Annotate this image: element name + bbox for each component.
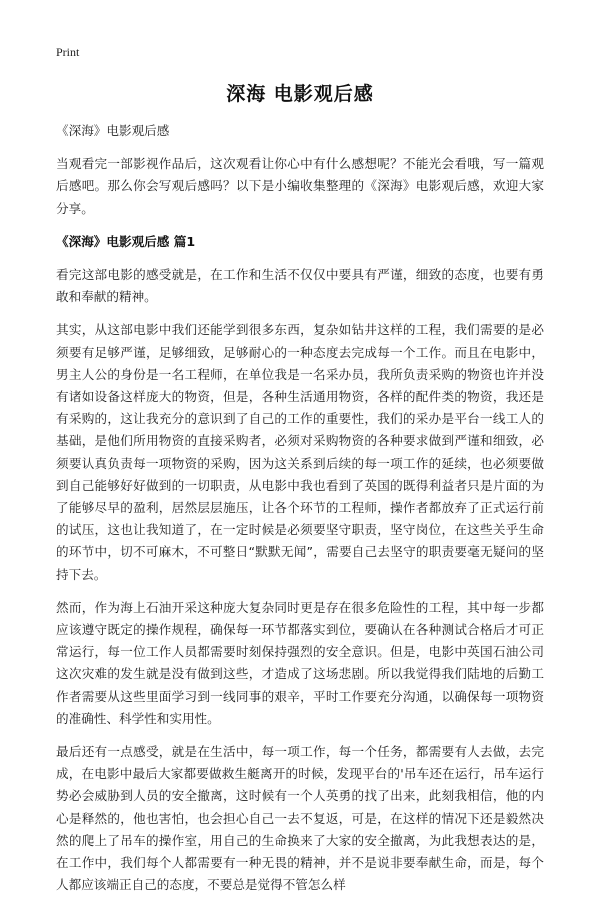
- body-paragraph-4: 最后还有一点感受，就是在生活中，每一项工作，每一个任务，都需要有人去做，去完成，在电影中最后大家都要做救生艇离开的时候，发现平台的'吊车还在运行，吊车运行势必会威胁到人员的安全撤离，这时候有一个人英勇的找了出来，此刻我相信，他的内心是释然的，他也害怕，也会担心自己一去不复返，可是，在这样的情况下还是毅然决然的爬上了吊车的操作室，用自己的生命换来了大家的安全撤离，为此我想表达的是，在工作中，我们每个人都需要有一种无畏的精神，并不是说非要奉献生命，而是，每个人都应该端正自己的态度，不要总是觉得不管怎么样: [56, 744, 544, 893]
- body-paragraph-1: 看完这部电影的感受就是，在工作和生活不仅仅中要具有严谨，细致的态度，也要有勇敢和奉献的精神。: [56, 267, 544, 305]
- body-paragraph-2: 其实，从这部电影中我们还能学到很多东西，复杂如钻井这样的工程，我们需要的是必须要有足够严谨，足够细致，足够耐心的一种态度去完成每一个工作。而且在电影中，男主人公的身份是一名工程师，在单位我是一名采办员，我所负责采购的物资也许并没有诸如设备这样庞大的物资，但是，各种生活通用物资，各样的配件类的物资，我还是有采购的，这让我充分的意识到了自己的工作的重要性，我们的采办是平台一线工人的基础，是他们所用物资的直接采购者，必须对采购物资的各种要求做到严谨和细致，必须要认真负责每一项物资的采购，因为这关系到后续的每一项工作的延续，也必须要做到自己能够好好做到的一切职责，从电影中我也看到了英国的既得利益者只是片面的为了能够尽早的盈利，居然层层施压，让各个环节的工程师，操作者都放弃了正式运行前的试压，这也让我知道了，在一定时候是必须要坚守职责，坚守岗位，在这些关乎生命的环节中，切不可麻木，不可整日“默默无闻”，需要自己去坚守的职责要毫无疑问的坚持下去。: [56, 322, 544, 582]
- page-title: 深海 电影观后感: [226, 83, 374, 105]
- body-paragraph-3: 然而，作为海上石油开采这种庞大复杂同时更是存在很多危险性的工程，其中每一步都应该遵守既定的操作规程，确保每一环节都落实到位，要确认在各种测试合格后才可正常运行，每一位工作人员都需要时刻保持强烈的安全意识。但是，电影中英国石油公司这次灾难的发生就是没有做到这些，才造成了这场悲剧。所以我觉得我们陆地的后勤工作者需要从这些里面学习到一线同事的艰辛，平时工作要充分沟通，以确保每一项物资的准确性、科学性和实用性。: [56, 599, 544, 726]
- print-label: Print: [56, 45, 80, 59]
- document-body: [56, 120, 544, 908]
- intro-paragraph: 当观看完一部影视作品后，这次观看让你心中有什么感想呢？不能光会看哦，写一篇观后感吧。那么你会写观后感吗？以下是小编收集整理的《深海》电影观后感，欢迎大家分享。: [56, 156, 544, 216]
- document-subtitle: 《深海》电影观后感: [56, 123, 170, 138]
- section-heading: 《深海》电影观后感 篇1: [56, 233, 196, 249]
